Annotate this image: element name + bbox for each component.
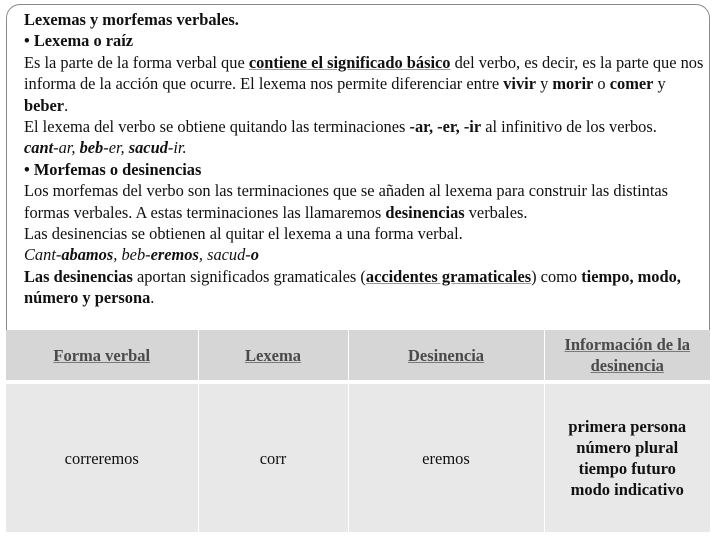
lexema-heading: • Lexema o raíz xyxy=(24,31,134,51)
table-row xyxy=(6,382,710,532)
header-informacion: Información de la desinencia xyxy=(544,330,710,382)
header-forma-verbal: Forma verbal xyxy=(6,330,198,382)
header-desinencia: Desinencia xyxy=(348,330,544,382)
cell-desinencia: eremos xyxy=(348,382,544,532)
cell-informacion xyxy=(544,382,710,532)
desinencia-examples: Cant-abamos, beb-eremos, sacud-o xyxy=(24,245,259,265)
info-tiempo: tiempo futuro xyxy=(578,459,676,478)
verb-table xyxy=(6,330,710,532)
accidentes-paragraph: Las desinencias aportan significados gramaticales (accidentes gramaticales) como tiempo, modo, número y persona. xyxy=(24,266,681,308)
table-header-row xyxy=(6,330,710,382)
info-persona: primera persona xyxy=(568,417,687,436)
info-modo: modo indicativo xyxy=(570,480,684,499)
desinencias-paragraph: Las desinencias se obtienen al quitar el lexema a una forma verbal. xyxy=(24,224,463,244)
header-lexema: Lexema xyxy=(198,330,348,382)
lexema-paragraph: Es la parte de la forma verbal que contiene el significado básico del verbo, es decir, es la parte que nos informa de la acción que ocurre. El lexema nos permite diferenciar entre vivir y morir o comer y beber. xyxy=(24,52,704,115)
cell-forma: correremos xyxy=(64,448,139,468)
cell-lexema: corr xyxy=(198,382,348,532)
lexema-rule-paragraph: El lexema del verbo se obtiene quitando las terminaciones -ar, -er, -ir al infinitivo de los verbos. xyxy=(24,117,657,137)
lexema-examples: cant-ar, beb-er, sacud-ir. xyxy=(24,138,187,158)
morfemas-paragraph: Los morfemas del verbo son las terminaciones que se añaden al lexema para construir las distintas formas verbales. A estas terminaciones las llamaremos desinencias verbales. xyxy=(24,181,669,222)
info-numero: número plural xyxy=(576,438,679,457)
slide-title: Lexemas y morfemas verbales. xyxy=(24,10,239,29)
slide-body xyxy=(24,9,704,309)
morfemas-heading: • Morfemas o desinencias xyxy=(24,159,202,179)
